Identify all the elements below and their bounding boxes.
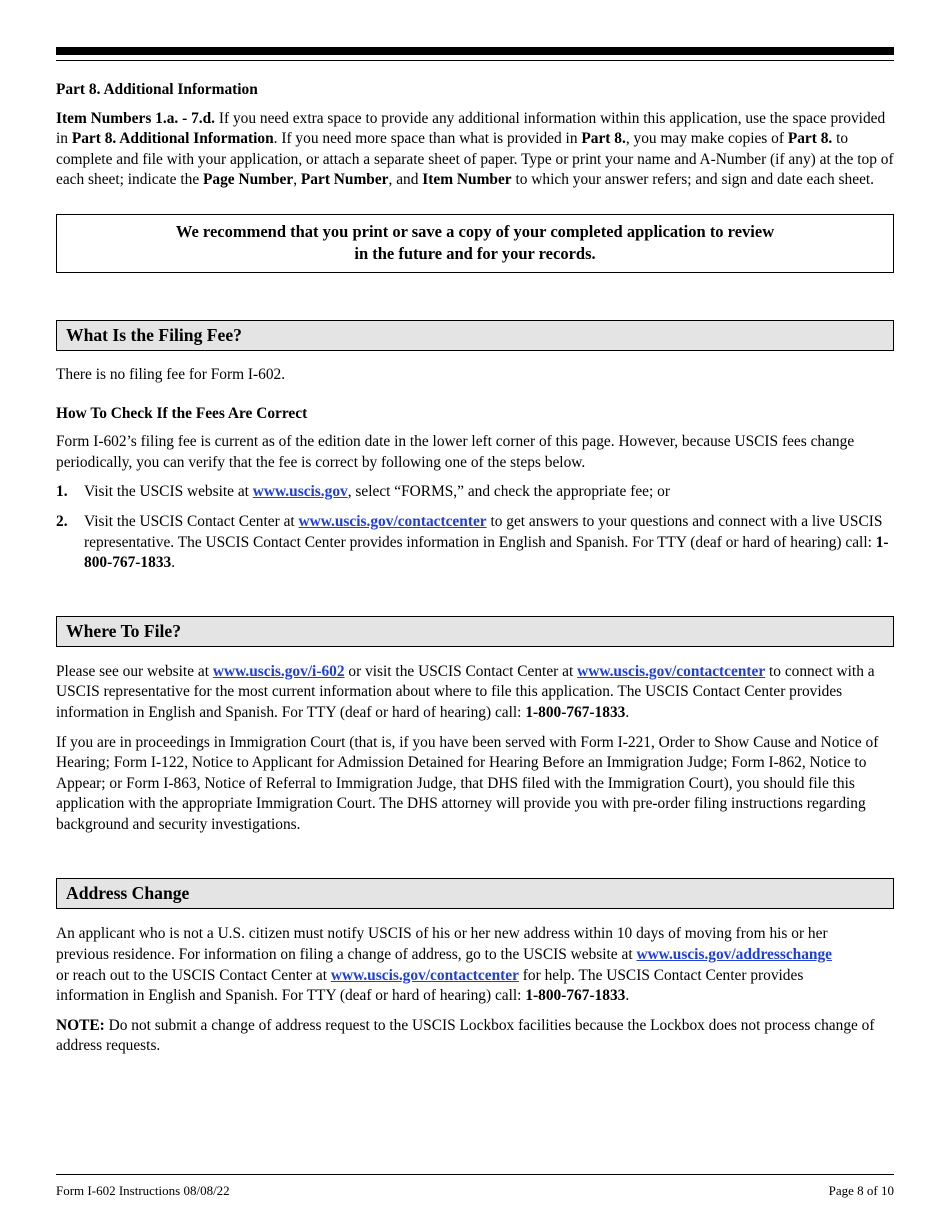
bold-text: Part Number [300,171,389,189]
text-run: If you need extra space to provide any additional information within this application, use the space provided in [56,109,886,148]
uscis-link[interactable]: www.uscis.gov/contactcenter [298,512,487,530]
text-run: or visit the USCIS Contact Center at [344,662,578,680]
section-address-change-header [56,878,894,909]
fee-step-text [84,513,889,571]
fee-check-subheading: How To Check If the Fees Are Correct [56,404,308,422]
text-run: , select “FORMS,” and check the appropriate fee; or [347,483,670,501]
bold-text: Item Number [422,171,512,189]
uscis-link[interactable]: www.uscis.gov/contactcenter [330,966,519,984]
text-run: . If you need more space than what is provided in [273,130,582,148]
header-rule-thick [56,47,894,55]
text-run: to get answers to your questions and connect with a live USCIS representative. The USCIS Contact Center provides information in English and Spanish. For TTY (deaf or hard of hearing) call: [84,512,883,551]
page-content [56,80,894,1057]
bold-text: 1-800-767-1833 [525,987,626,1005]
notice-line-2: in the future and for your records. [354,244,596,264]
bold-text: Item Numbers 1.a. - 7.d. [56,109,216,127]
text-run: to which your answer refers; and sign and date each sheet. [511,171,875,189]
text-run: to connect with a USCIS representative for the most current information about where to file this application. The USCIS Contact Center provides information in English and Spanish. For TTY (deaf or hard of hearing) call: [56,662,875,721]
fee-step-number: 1. [56,483,68,501]
text-run: , [293,171,301,189]
header-rule-thin [56,60,894,61]
notice-line-1: We recommend that you print or save a copy of your completed application to review [175,221,775,241]
where-to-file-paragraph-1 [56,662,894,724]
fee-step-2 [56,512,894,574]
uscis-link[interactable]: www.uscis.gov [252,483,348,501]
fee-check-steps [56,482,894,573]
footer-form-edition: Form I-602 Instructions 08/08/22 [56,1183,230,1198]
section-address-change-title: Address Change [66,883,190,904]
fee-step-text [84,483,670,500]
section-where-to-file-header [56,616,894,647]
text-run: , and [388,171,423,189]
text-run: . [625,703,630,721]
text-run: , you may make copies of [625,130,788,148]
uscis-link[interactable]: www.uscis.gov/addresschange [636,946,832,964]
text-run: . [625,987,630,1005]
uscis-link[interactable]: www.uscis.gov/i-602 [212,662,345,680]
bold-text: Page Number [203,171,294,189]
footer-page-number: Page 8 of 10 [828,1183,894,1198]
where-to-file-paragraph-2: If you are in proceedings in Immigration Court (that is, if you have been served with Form I-221, Order to Show Cause and Notice of Hearing; Form I-122, Notice to Applicant for Admission Detained for Hearing Before an Immigration Judge; Form I-862, Notice to Appear; or Form I-863, Notice of Referral to Immigration Judge, that DHS filed with the Immigration Court), you should file this application with the appropriate Immigration Court. The DHS attorney will provide you with pre-order filing instructions regarding background and security investigations. [56,733,879,833]
uscis-link[interactable]: www.uscis.gov/contactcenter [577,662,766,680]
fee-check-paragraph: Form I-602’s filing fee is current as of the edition date in the lower left corner of this page. However, because USCIS fees change periodically, you can verify that the fee is correct by following one of the steps below. [56,433,855,471]
text-run: for help. The USCIS Contact Center provides information in English and Spanish. For TTY (deaf or hard of hearing) call: [56,966,804,1005]
part8-paragraph [56,109,894,191]
fee-step-1 [56,482,894,503]
address-change-note [56,1016,894,1057]
text-run: Visit the USCIS website at [84,483,253,501]
filing-fee-intro: There is no filing fee for Form I-602. [56,365,286,383]
footer-rule [56,1174,894,1175]
text-run: Please see our website at [56,662,213,680]
print-save-notice [56,214,894,273]
text-run: to complete and file with your application, or attach a separate sheet of paper. Type or print your name and A-Number (if any) at the top of each sheet; indicate the [56,130,894,189]
section-filing-fee-header [56,320,894,351]
bold-text: Part 8. [581,130,626,148]
text-run: Visit the USCIS Contact Center at [84,512,299,530]
bold-text: NOTE: [56,1016,105,1034]
text-run: An applicant who is not a U.S. citizen must notify USCIS of his or her new address within 10 days of moving from his or her previous residence. For information on filing a change of address, go to the USCIS website at [56,925,828,964]
bold-text: 1-800-767-1833 [525,703,626,721]
part8-heading: Part 8. Additional Information [56,81,258,98]
bold-text: Part 8. [787,130,833,148]
fee-step-number: 2. [56,512,68,530]
section-filing-fee-title: What Is the Filing Fee? [66,324,242,345]
bold-text: 1-800-767-1833 [84,533,889,572]
text-run: Do not submit a change of address request to the USCIS Lockbox facilities because the Lockbox does not process change of address requests. [56,1016,875,1055]
text-run: . [171,554,176,572]
bold-text: Part 8. Additional Information [71,130,274,148]
address-change-paragraph [56,924,894,1006]
text-run: or reach out to the USCIS Contact Center at [56,966,331,984]
section-where-to-file-title: Where To File? [66,620,182,641]
